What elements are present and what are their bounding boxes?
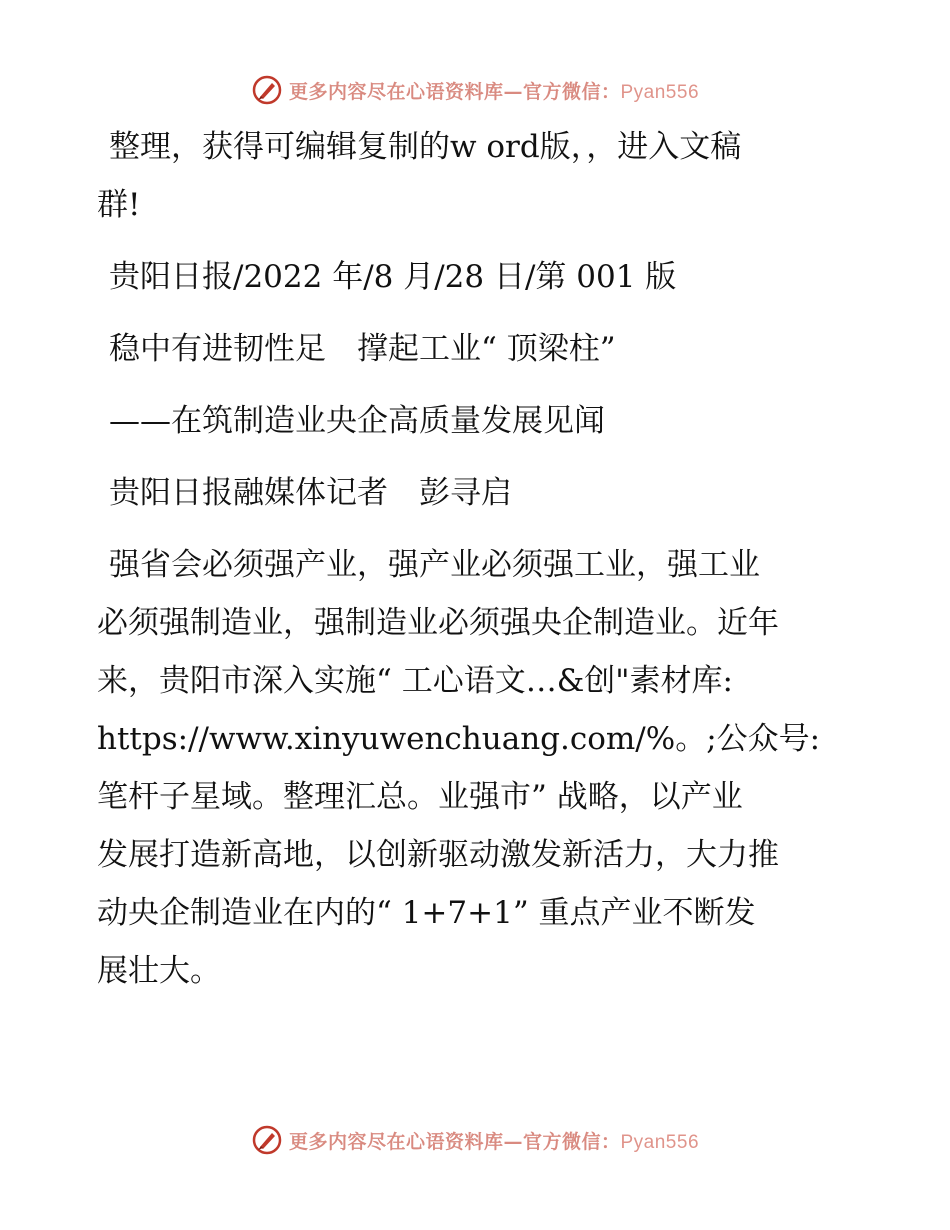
- body-line: 强省会必须强产业，强产业必须强工业，强工业: [109, 547, 760, 583]
- intro-line: 整理，获得可编辑复制的w ord版，，进入文稿: [109, 129, 742, 165]
- banner-text: 更多内容尽在心语资料库—官方微信：Pyan556: [288, 1130, 700, 1153]
- body-line: 笔杆子星域。整理汇总。业强市” 战略，以产业: [97, 779, 743, 815]
- wechat-id: Pyan556: [620, 1131, 700, 1153]
- intro-paragraph: [97, 118, 857, 234]
- banner-text: 更多内容尽在心语资料库—官方微信：Pyan556: [288, 80, 700, 103]
- article-title: 稳中有进韧性足 撑起工业“ 顶梁柱”: [109, 331, 616, 367]
- pen-logo-icon: [251, 1124, 283, 1156]
- body-paragraph: [97, 536, 857, 1000]
- document-body: [97, 118, 857, 1000]
- intro-line: 群!: [97, 187, 141, 223]
- header-watermark-banner: [0, 70, 950, 110]
- footer-watermark-banner: [0, 1120, 950, 1160]
- pen-logo-icon: [251, 74, 283, 106]
- wechat-id: Pyan556: [620, 81, 700, 103]
- body-line: 来，贵阳市深入实施“ 工心语文…&创"素材库:: [97, 663, 733, 699]
- body-line: 动央企制造业在内的“ 1+7+1” 重点产业不断发: [97, 895, 756, 931]
- article-subtitle: ——在筑制造业央企高质量发展见闻: [109, 403, 605, 439]
- body-line: 必须强制造业，强制造业必须强央企制造业。近年: [97, 605, 779, 641]
- body-line: 发展打造新高地，以创新驱动激发新活力，大力推: [97, 837, 779, 873]
- byline: 贵阳日报融媒体记者 彭寻启: [109, 475, 512, 511]
- body-line: https://www.xinyuwenchuang.com/%。;公众号:: [97, 721, 821, 757]
- body-line: 展壮大。: [97, 953, 221, 989]
- source-line: 贵阳日报/2022 年/8 月/28 日/第 001 版: [109, 259, 677, 295]
